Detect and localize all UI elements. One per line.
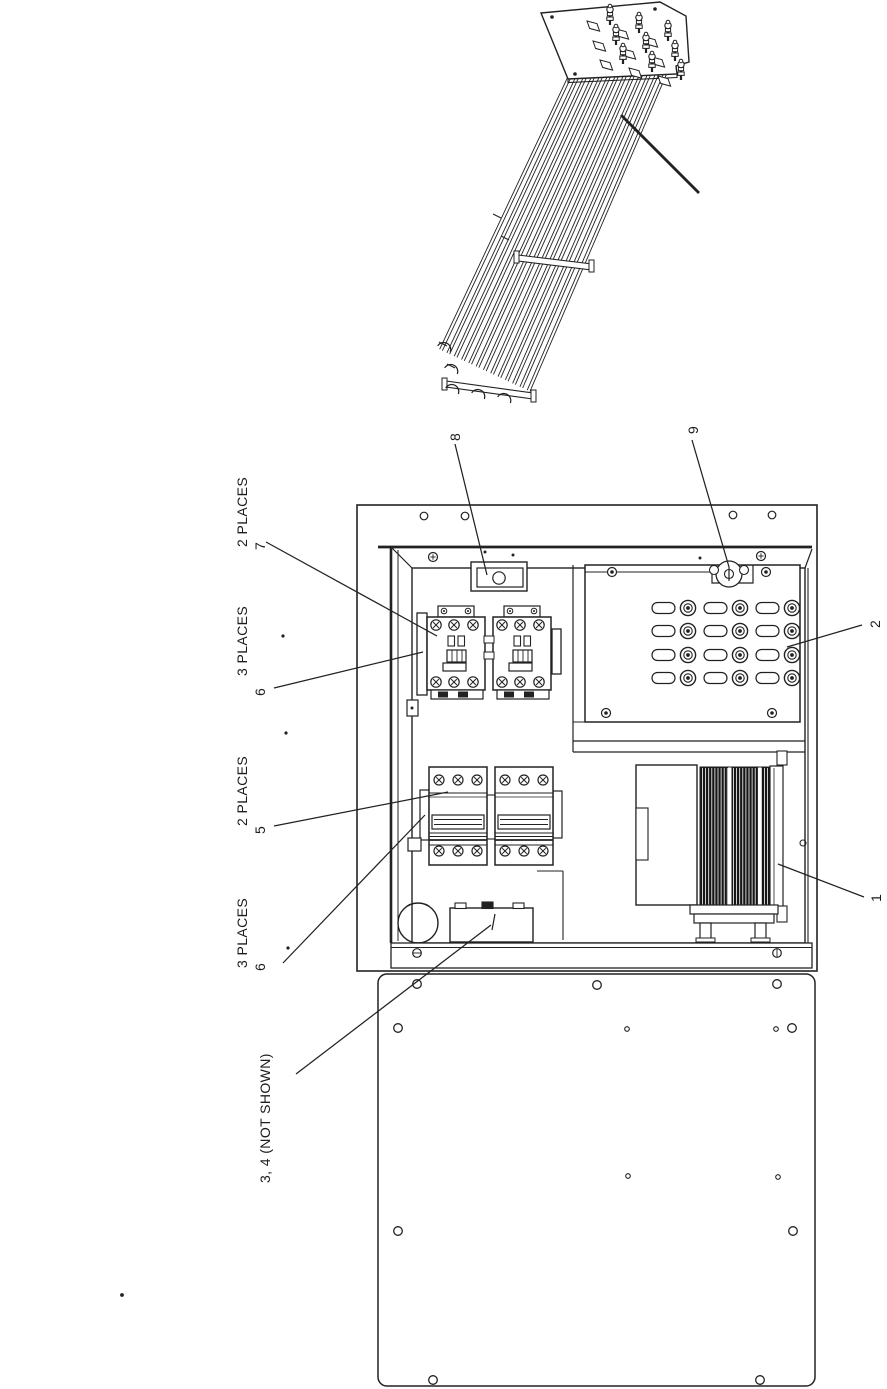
callout-number-6-upper: 6	[252, 687, 268, 696]
callout-number-1: 1	[868, 893, 884, 902]
callout-note-3-places-lower: 3 PLACES	[234, 897, 250, 968]
callout-number-9: 9	[685, 425, 701, 434]
callout-number-8: 8	[447, 432, 463, 441]
callout-note-not-shown: 3, 4 (NOT SHOWN)	[257, 1053, 273, 1183]
callout-note-3-places-upper: 3 PLACES	[234, 605, 250, 676]
callout-number-6-lower: 6	[252, 962, 268, 971]
callout-number-7: 7	[252, 541, 268, 550]
callout-number-5: 5	[252, 825, 268, 834]
callout-note-2-places-lower: 2 PLACES	[234, 755, 250, 826]
callout-note-2-places-upper: 2 PLACES	[234, 476, 250, 547]
callout-number-2: 2	[867, 619, 883, 628]
